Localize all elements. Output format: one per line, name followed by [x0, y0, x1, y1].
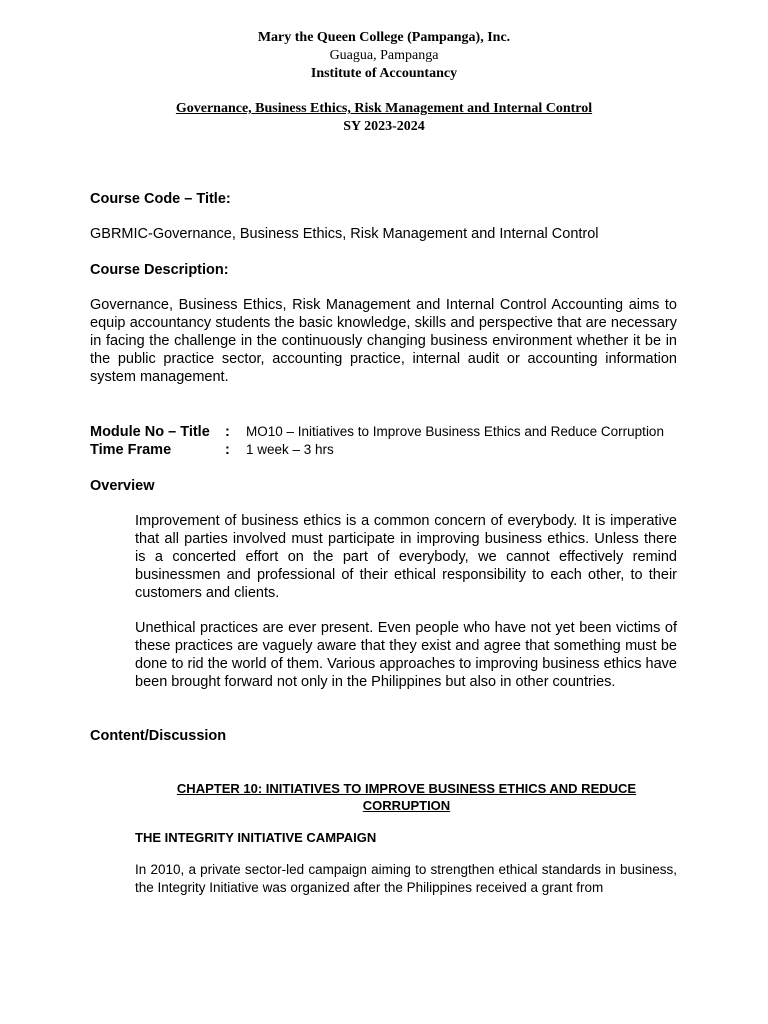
time-frame-colon: :	[225, 442, 230, 458]
time-frame-row	[90, 441, 677, 459]
time-frame-label: Time Frame	[90, 442, 172, 458]
module-row	[90, 423, 677, 441]
overview-paragraph-2: Unethical practices are ever present. Even people who have not yet been victims of these practices are vaguely aware that they exist and agree that something must be done to rid the world of them. Various approaches to improving business ethics have been brought forward not only in the Philippines but also in other countries.	[135, 620, 677, 690]
overview-paragraph-1: Improvement of business ethics is a common concern of everybody. It is imperative that all parties involved must participate in improving business ethics. Unless there is a concerted effort on the part of everybody, we cannot effectively remind businessmen and professional of their ethical responsibility to each other, to their customers and clients.	[135, 513, 677, 601]
course-code-value: GBRMIC-Governance, Business Ethics, Risk Management and Internal Control	[90, 226, 599, 242]
chapter-title: CHAPTER 10: INITIATIVES TO IMPROVE BUSINESS ETHICS AND REDUCE CORRUPTION	[176, 781, 637, 813]
time-frame-value: 1 week – 3 hrs	[246, 442, 334, 457]
college-name: Mary the Queen College (Pampanga), Inc.	[257, 30, 511, 45]
college-location: Guagua, Pampanga	[329, 48, 439, 63]
overview-label: Overview	[90, 478, 155, 494]
module-value: MO10 – Initiatives to Improve Business Ethics and Reduce Corruption	[246, 424, 664, 439]
module-label: Module No – Title	[90, 424, 210, 440]
institute-name: Institute of Accountancy	[310, 66, 458, 81]
section-text: In 2010, a private sector-led campaign aiming to strengthen ethical standards in business, the Integrity Initiative was organized after the Philippines received a grant from	[135, 862, 677, 895]
course-description-text: Governance, Business Ethics, Risk Management and Internal Control Accounting aims to equip accountancy students the basic knowledge, skills and perspective that are necessary in facing the challenge in the continuously changing business environment whether it be in the public practice sector, accounting practice, internal audit or accounting information system management.	[90, 297, 677, 385]
content-discussion-label: Content/Discussion	[90, 728, 227, 744]
school-year: SY 2023-2024	[343, 119, 425, 134]
course-heading: Governance, Business Ethics, Risk Management and Internal Control	[175, 101, 593, 116]
course-code-label: Course Code – Title:	[90, 191, 231, 207]
section-title: THE INTEGRITY INITIATIVE CAMPAIGN	[135, 830, 377, 845]
course-description-label: Course Description:	[90, 262, 229, 278]
module-colon: :	[225, 424, 230, 440]
